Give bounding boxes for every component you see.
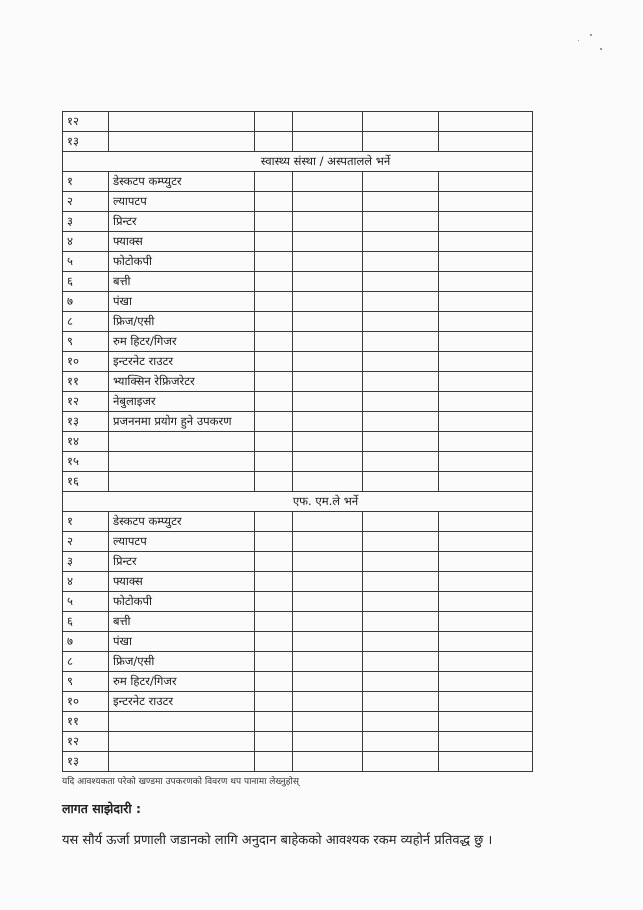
blank-cell[interactable]	[293, 592, 363, 612]
blank-cell[interactable]	[439, 572, 533, 592]
equipment-name: फ्याक्स	[109, 232, 255, 252]
table-row	[63, 752, 533, 772]
blank-cell[interactable]	[439, 332, 533, 352]
blank-cell[interactable]	[363, 432, 439, 452]
row-number: ९	[63, 332, 109, 352]
equipment-name: ल्यापटप	[109, 192, 255, 212]
equipment-name: डेस्कटप कम्प्युटर	[109, 512, 255, 532]
blank-cell[interactable]	[439, 212, 533, 232]
table-row	[63, 112, 533, 132]
blank-cell[interactable]	[255, 472, 293, 492]
table-row	[63, 332, 533, 352]
blank-cell[interactable]	[363, 192, 439, 212]
blank-cell[interactable]	[439, 392, 533, 412]
blank-cell[interactable]	[363, 732, 439, 752]
section-header-fmlc	[63, 492, 533, 512]
blank-cell[interactable]	[293, 252, 363, 272]
blank-cell[interactable]	[255, 212, 293, 232]
table-row	[63, 732, 533, 752]
blank-cell[interactable]	[255, 652, 293, 672]
blank-cell[interactable]	[363, 372, 439, 392]
row-number: १४	[63, 432, 109, 452]
row-number: ८	[63, 312, 109, 332]
table-row	[63, 252, 533, 272]
blank-cell[interactable]	[293, 712, 363, 732]
equipment-name: प्रिन्टर	[109, 552, 255, 572]
blank-cell[interactable]	[439, 172, 533, 192]
row-number: ३	[63, 552, 109, 572]
blank-cell[interactable]	[255, 672, 293, 692]
equipment-name: इन्टरनेट राउटर	[109, 352, 255, 372]
blank-cell[interactable]	[439, 692, 533, 712]
table-row	[63, 212, 533, 232]
blank-cell[interactable]	[255, 432, 293, 452]
blank-cell[interactable]	[363, 232, 439, 252]
blank-cell[interactable]	[293, 612, 363, 632]
blank-cell[interactable]	[439, 132, 533, 152]
equipment-name: फ्रिज/एसी	[109, 312, 255, 332]
blank-cell[interactable]	[293, 332, 363, 352]
row-number: १५	[63, 452, 109, 472]
blank-cell[interactable]	[363, 132, 439, 152]
table-row	[63, 392, 533, 412]
row-number: ११	[63, 372, 109, 392]
table-row	[63, 292, 533, 312]
blank-cell[interactable]	[255, 632, 293, 652]
table-row	[63, 452, 533, 472]
blank-cell[interactable]	[363, 332, 439, 352]
blank-cell[interactable]	[255, 752, 293, 772]
table-row	[63, 272, 533, 292]
blank-cell[interactable]	[255, 612, 293, 632]
equipment-name: डेस्कटप कम्प्युटर	[109, 172, 255, 192]
blank-cell[interactable]	[293, 172, 363, 192]
blank-cell[interactable]	[363, 652, 439, 672]
equipment-name: पंखा	[109, 292, 255, 312]
cost-sharing-heading: लागत साझेदारी :	[62, 801, 141, 816]
blank-cell[interactable]	[255, 532, 293, 552]
table-row	[63, 372, 533, 392]
blank-cell[interactable]	[293, 212, 363, 232]
table-row	[63, 632, 533, 652]
row-number: १०	[63, 352, 109, 372]
blank-cell[interactable]	[293, 572, 363, 592]
blank-cell[interactable]	[363, 632, 439, 652]
row-number: ५	[63, 592, 109, 612]
table-row	[63, 172, 533, 192]
blank-cell[interactable]	[363, 292, 439, 312]
blank-cell[interactable]	[363, 252, 439, 272]
blank-cell[interactable]	[363, 552, 439, 572]
equipment-name	[109, 752, 255, 772]
blank-cell[interactable]	[255, 452, 293, 472]
blank-cell[interactable]	[293, 132, 363, 152]
footnote: यदि आवश्यकता परेको खण्डमा उपकरणको विवरण थप पानामा लेख्नुहोस्	[62, 777, 299, 787]
row-number: १६	[63, 472, 109, 492]
row-number: १२	[63, 392, 109, 412]
blank-cell[interactable]	[439, 632, 533, 652]
blank-cell[interactable]	[255, 692, 293, 712]
blank-cell[interactable]	[255, 552, 293, 572]
table-row	[63, 472, 533, 492]
blank-cell[interactable]	[293, 432, 363, 452]
blank-cell[interactable]	[363, 532, 439, 552]
blank-cell[interactable]	[255, 172, 293, 192]
scan-speck	[590, 34, 592, 36]
row-number: ६	[63, 612, 109, 632]
blank-cell[interactable]	[293, 312, 363, 332]
blank-cell[interactable]	[293, 292, 363, 312]
equipment-name: बत्ती	[109, 612, 255, 632]
table-row	[63, 412, 533, 432]
table-row	[63, 712, 533, 732]
blank-cell[interactable]	[439, 472, 533, 492]
blank-cell[interactable]	[255, 192, 293, 212]
table-row	[63, 232, 533, 252]
table-row	[63, 612, 533, 632]
row-number: १३	[63, 752, 109, 772]
blank-cell[interactable]	[293, 552, 363, 572]
blank-cell[interactable]	[363, 592, 439, 612]
blank-cell[interactable]	[255, 292, 293, 312]
blank-cell[interactable]	[363, 572, 439, 592]
blank-cell[interactable]	[293, 232, 363, 252]
table-row	[63, 532, 533, 552]
equipment-name: प्रजननमा प्रयोग हुने उपकरण	[109, 412, 255, 432]
equipment-table	[62, 111, 533, 772]
row-number: ३	[63, 212, 109, 232]
blank-cell[interactable]	[439, 292, 533, 312]
blank-cell[interactable]	[439, 552, 533, 572]
blank-cell[interactable]	[255, 112, 293, 132]
blank-cell[interactable]	[255, 512, 293, 532]
row-number: १	[63, 172, 109, 192]
blank-cell[interactable]	[439, 652, 533, 672]
table-row	[63, 652, 533, 672]
blank-cell[interactable]	[439, 232, 533, 252]
blank-cell[interactable]	[363, 392, 439, 412]
blank-cell[interactable]	[363, 612, 439, 632]
equipment-name	[109, 132, 255, 152]
blank-cell[interactable]	[439, 732, 533, 752]
blank-cell[interactable]	[293, 532, 363, 552]
equipment-name: फ्याक्स	[109, 572, 255, 592]
blank-cell[interactable]	[439, 592, 533, 612]
row-number: १३	[63, 132, 109, 152]
table-row	[63, 192, 533, 212]
blank-cell[interactable]	[439, 412, 533, 432]
blank-cell[interactable]	[255, 412, 293, 432]
blank-cell[interactable]	[255, 592, 293, 612]
row-number: १	[63, 512, 109, 532]
equipment-name: प्रिन्टर	[109, 212, 255, 232]
blank-cell[interactable]	[439, 672, 533, 692]
blank-cell[interactable]	[293, 732, 363, 752]
scan-speck	[578, 40, 579, 41]
table-row	[63, 312, 533, 332]
blank-cell[interactable]	[439, 712, 533, 732]
blank-cell[interactable]	[255, 132, 293, 152]
scan-speck	[600, 48, 602, 50]
blank-cell[interactable]	[255, 232, 293, 252]
blank-cell[interactable]	[293, 512, 363, 532]
equipment-name: फोटोकपी	[109, 252, 255, 272]
blank-cell[interactable]	[363, 752, 439, 772]
blank-cell[interactable]	[439, 112, 533, 132]
blank-cell[interactable]	[293, 192, 363, 212]
table-row	[63, 132, 533, 152]
blank-cell[interactable]	[363, 352, 439, 372]
equipment-name	[109, 732, 255, 752]
table-row	[63, 592, 533, 612]
row-number: ७	[63, 292, 109, 312]
blank-cell[interactable]	[293, 372, 363, 392]
table-row	[63, 352, 533, 372]
row-number: ११	[63, 712, 109, 732]
equipment-name: रुम हिटर/गिजर	[109, 332, 255, 352]
blank-cell[interactable]	[363, 172, 439, 192]
blank-cell[interactable]	[293, 632, 363, 652]
blank-cell[interactable]	[363, 412, 439, 432]
blank-cell[interactable]	[363, 712, 439, 732]
blank-cell[interactable]	[363, 512, 439, 532]
table-row	[63, 692, 533, 712]
table-row	[63, 432, 533, 452]
row-number: १३	[63, 412, 109, 432]
row-number: १०	[63, 692, 109, 712]
table-row	[63, 512, 533, 532]
row-number: ५	[63, 252, 109, 272]
blank-cell[interactable]	[255, 732, 293, 752]
equipment-table-body	[63, 112, 533, 772]
equipment-name	[109, 112, 255, 132]
blank-cell[interactable]	[363, 212, 439, 232]
blank-cell[interactable]	[439, 352, 533, 372]
row-number: २	[63, 192, 109, 212]
section-title: स्वास्थ्य संस्था / अस्पतालले भर्ने	[63, 152, 533, 172]
blank-cell[interactable]	[293, 452, 363, 472]
blank-cell[interactable]	[439, 272, 533, 292]
blank-cell[interactable]	[293, 272, 363, 292]
equipment-name	[109, 432, 255, 452]
row-number: ८	[63, 652, 109, 672]
row-number: १२	[63, 112, 109, 132]
section-title: एफ. एम.ले भर्ने	[63, 492, 533, 512]
table-row	[63, 672, 533, 692]
blank-cell[interactable]	[439, 752, 533, 772]
table-row	[63, 572, 533, 592]
blank-cell[interactable]	[363, 312, 439, 332]
blank-cell[interactable]	[439, 372, 533, 392]
blank-cell[interactable]	[255, 392, 293, 412]
blank-cell[interactable]	[439, 612, 533, 632]
blank-cell[interactable]	[293, 692, 363, 712]
blank-cell[interactable]	[293, 392, 363, 412]
blank-cell[interactable]	[439, 452, 533, 472]
equipment-name: बत्ती	[109, 272, 255, 292]
equipment-name: फोटोकपी	[109, 592, 255, 612]
blank-cell[interactable]	[255, 252, 293, 272]
blank-cell[interactable]	[439, 532, 533, 552]
row-number: १२	[63, 732, 109, 752]
row-number: ६	[63, 272, 109, 292]
equipment-name: फ्रिज/एसी	[109, 652, 255, 672]
blank-cell[interactable]	[255, 572, 293, 592]
row-number: ९	[63, 672, 109, 692]
blank-cell[interactable]	[255, 312, 293, 332]
blank-cell[interactable]	[363, 452, 439, 472]
equipment-name: रुम हिटर/गिजर	[109, 672, 255, 692]
equipment-name: ल्यापटप	[109, 532, 255, 552]
blank-cell[interactable]	[255, 372, 293, 392]
blank-cell[interactable]	[293, 652, 363, 672]
blank-cell[interactable]	[363, 112, 439, 132]
blank-cell[interactable]	[363, 672, 439, 692]
row-number: ७	[63, 632, 109, 652]
blank-cell[interactable]	[363, 272, 439, 292]
blank-cell[interactable]	[255, 352, 293, 372]
blank-cell[interactable]	[439, 512, 533, 532]
row-number: २	[63, 532, 109, 552]
section-header-health	[63, 152, 533, 172]
blank-cell[interactable]	[293, 412, 363, 432]
blank-cell[interactable]	[293, 672, 363, 692]
table-row	[63, 552, 533, 572]
blank-cell[interactable]	[255, 712, 293, 732]
blank-cell[interactable]	[363, 692, 439, 712]
equipment-name	[109, 472, 255, 492]
equipment-name	[109, 712, 255, 732]
blank-cell[interactable]	[439, 312, 533, 332]
commitment-text: यस सौर्य ऊर्जा प्रणाली जडानको लागि अनुदान बाहेकको आवश्यक रकम व्यहोर्न प्रतिवद्ध छु ।	[62, 833, 493, 848]
blank-cell[interactable]	[439, 252, 533, 272]
blank-cell[interactable]	[255, 332, 293, 352]
blank-cell[interactable]	[293, 352, 363, 372]
equipment-name: पंखा	[109, 632, 255, 652]
blank-cell[interactable]	[293, 752, 363, 772]
equipment-name	[109, 452, 255, 472]
blank-cell[interactable]	[293, 112, 363, 132]
blank-cell[interactable]	[255, 272, 293, 292]
blank-cell[interactable]	[363, 472, 439, 492]
blank-cell[interactable]	[439, 432, 533, 452]
blank-cell[interactable]	[293, 472, 363, 492]
row-number: ४	[63, 232, 109, 252]
equipment-name: नेबुलाइजर	[109, 392, 255, 412]
blank-cell[interactable]	[439, 192, 533, 212]
equipment-name: इन्टरनेट राउटर	[109, 692, 255, 712]
equipment-name: भ्याक्सिन रेफ्रिजरेटर	[109, 372, 255, 392]
row-number: ४	[63, 572, 109, 592]
